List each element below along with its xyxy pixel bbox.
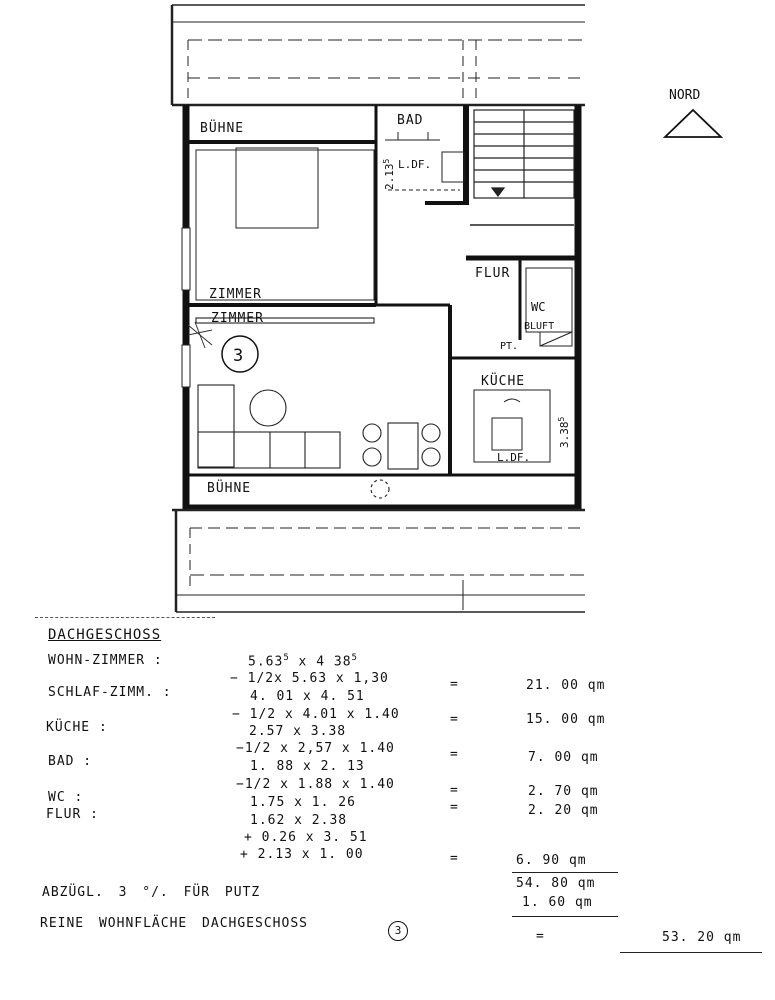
- total-line: [512, 916, 618, 917]
- north-label: NORD: [669, 88, 701, 103]
- row-formula: −1/2 x 2,57 x 1.40: [236, 741, 395, 756]
- deduction-label: ABZÜGL. 3 °/. FÜR PUTZ: [42, 885, 261, 900]
- row-result: 7. 00 qm: [528, 750, 599, 765]
- row-formula: 1.62 x 2.38: [250, 813, 348, 828]
- kueche-dimension: 3.38$^5$: [557, 416, 571, 448]
- room-label-kueche: KÜCHE: [481, 374, 526, 389]
- calc-title: DACHGESCHOSS: [48, 627, 162, 643]
- deduction-value: 1. 60 qm: [522, 895, 593, 910]
- room-label-bluft: BLUFT: [524, 321, 555, 332]
- row-result: 21. 00 qm: [526, 678, 606, 693]
- row-eq: =: [450, 800, 459, 815]
- net-label: REINE WOHNFLÄCHE DACHGESCHOSS: [40, 916, 308, 931]
- row-eq: =: [450, 712, 459, 727]
- row-label: WC :: [48, 790, 84, 805]
- row-formula: + 2.13 x 1. 00: [240, 847, 364, 862]
- row-result: 2. 70 qm: [528, 784, 599, 799]
- row-label: SCHLAF-ZIMM. :: [48, 685, 172, 700]
- bad-ldf-label: L.DF.: [398, 158, 432, 171]
- row-formula: 4. 01 x 4. 51: [250, 689, 365, 704]
- room-label-buehne-bottom: BÜHNE: [207, 481, 252, 496]
- net-circle: 3: [388, 921, 408, 941]
- room-label-zimmer-2: ZIMMER: [211, 311, 264, 326]
- row-formula: 5.63$^5$ x 4 $38^5$: [248, 653, 358, 670]
- separator-dash: [35, 617, 215, 618]
- kueche-ldf-label: L.DF.: [497, 451, 531, 464]
- row-eq: =: [450, 677, 459, 692]
- row-eq: =: [450, 783, 459, 798]
- row-formula: 2.57 x 3.38: [249, 724, 347, 739]
- row-formula: − 1/2 x 4.01 x 1.40: [232, 707, 400, 722]
- subtotal-value: 54. 80 qm: [516, 876, 596, 891]
- subtotal-line: [512, 872, 618, 873]
- bad-dimension: 2.13$^5$: [382, 158, 396, 190]
- room-label-bad: BAD: [397, 113, 424, 128]
- row-formula: − 1/2x 5.63 x 1,30: [230, 671, 389, 686]
- room-label-zimmer-1: ZIMMER: [209, 287, 262, 302]
- room-label-buehne-top: BÜHNE: [200, 121, 245, 136]
- room-label-wc: WC: [531, 300, 546, 314]
- row-eq: =: [450, 851, 459, 866]
- unit-number: 3: [233, 346, 244, 366]
- row-label: FLUR :: [46, 807, 99, 822]
- row-result: 15. 00 qm: [526, 712, 606, 727]
- row-result: 6. 90 qm: [516, 853, 587, 868]
- row-label: KÜCHE :: [46, 720, 108, 735]
- net-eq: =: [536, 929, 545, 944]
- row-result: 2. 20 qm: [528, 803, 599, 818]
- net-underline: [620, 952, 762, 953]
- room-label-pt: PT.: [500, 341, 519, 352]
- row-formula: + 0.26 x 3. 51: [244, 830, 368, 845]
- net-value: 53. 20 qm: [662, 930, 742, 945]
- room-label-flur: FLUR: [475, 266, 511, 281]
- row-formula: 1.75 x 1. 26: [250, 795, 356, 810]
- row-formula: 1. 88 x 2. 13: [250, 759, 365, 774]
- row-label: BAD :: [48, 754, 93, 769]
- row-eq: =: [450, 747, 459, 762]
- row-label: WOHN-ZIMMER :: [48, 653, 163, 668]
- row-formula: −1/2 x 1.88 x 1.40: [236, 777, 395, 792]
